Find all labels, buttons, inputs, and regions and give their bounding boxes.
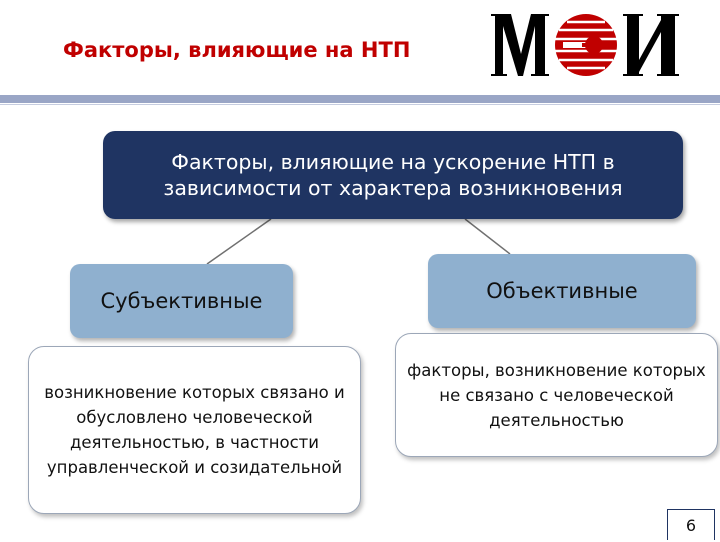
connector-right: [465, 219, 510, 254]
subjective-description-box: [28, 346, 361, 514]
subjective-description: возникновение которых связано и обусловлено человеческой деятельностью, в частности управленческой и созидательной: [44, 383, 345, 477]
slide-title: Факторы, влияющие на НТП: [63, 38, 411, 62]
category-subjective-box: [70, 264, 293, 338]
page-number: 6: [667, 509, 715, 540]
root-factor-box: [103, 131, 683, 219]
root-factor-label: Факторы, влияющие на ускорение НТП в зависимости от характера возникновения: [163, 150, 623, 200]
category-objective-label: Объективные: [486, 279, 638, 303]
category-objective-box: [428, 254, 696, 328]
objective-description: факторы, возникновение которых не связано с человеческой деятельностью: [407, 360, 706, 430]
objective-description-box: [395, 333, 718, 457]
connector-left: [207, 219, 271, 264]
category-subjective-label: Субъективные: [100, 289, 263, 313]
